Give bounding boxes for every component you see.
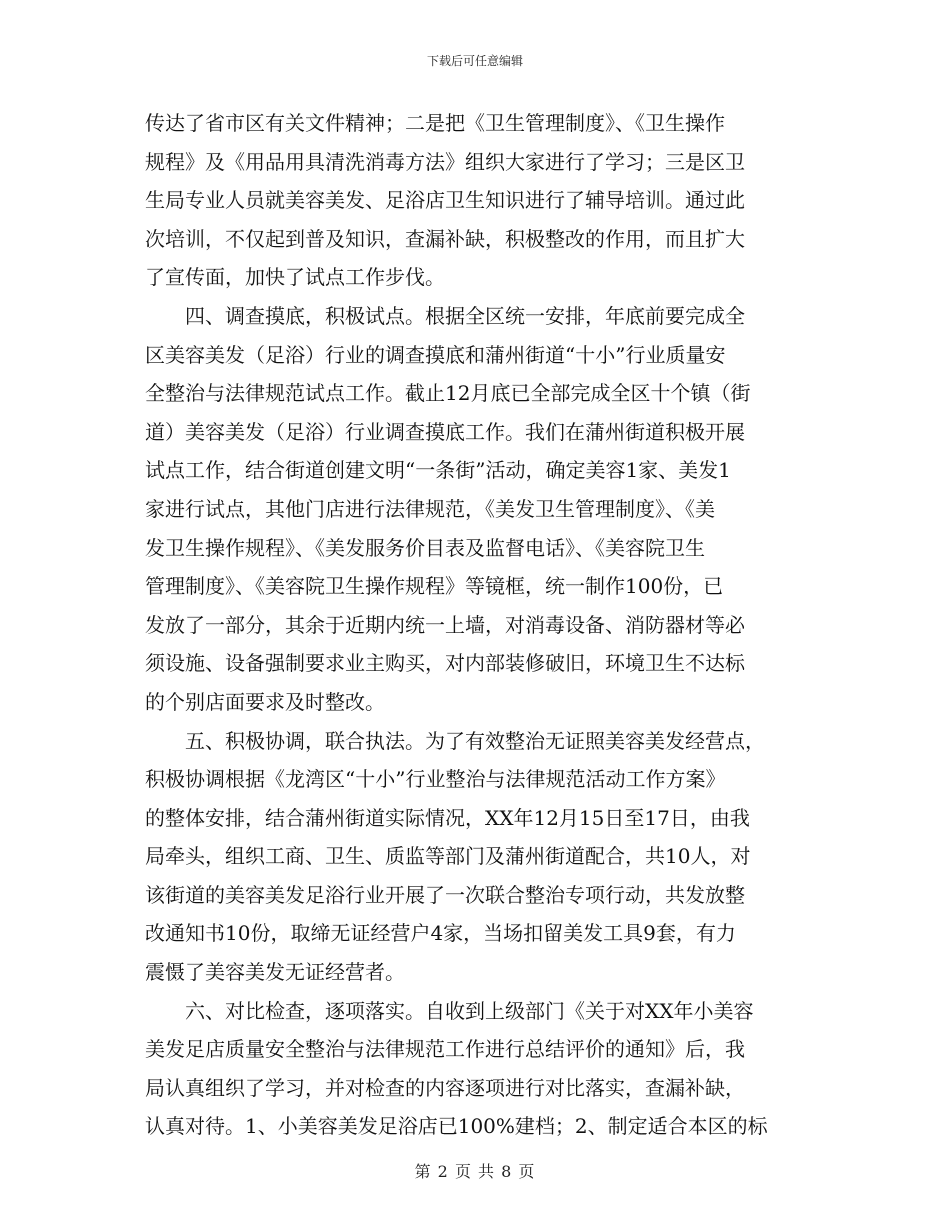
body-line: 次培训，不仅起到普及知识，查漏补缺，积极整改的作用，而且扩大 bbox=[145, 226, 745, 251]
paragraph-first-line: 五、积极协调，联合执法。为了有效整治无证照美容美发经营点， bbox=[185, 728, 765, 753]
document-body bbox=[145, 104, 825, 1146]
body-line: 发卫生操作规程》、《美发服务价目表及监督电话》、《美容院卫生 bbox=[145, 535, 705, 560]
body-line: 传达了省市区有关文件精神；二是把《卫生管理制度》、《卫生操作 bbox=[145, 111, 725, 135]
body-line: 规程》及《用品用具清洗消毒方法》组织大家进行了学习；三是区卫 bbox=[145, 149, 745, 174]
body-line: 该街道的美容美发足浴行业开展了一次联合整治专项行动，共发放整 bbox=[145, 882, 745, 907]
body-line: 生局专业人员就美容美发、足浴店卫生知识进行了辅导培训。通过此 bbox=[145, 188, 745, 213]
paragraph-first-line: 六、对比检查，逐项落实。自收到上级部门《关于对XX年小美容 bbox=[185, 998, 754, 1023]
body-line: 震慑了美容美发无证经营者。 bbox=[145, 960, 405, 985]
body-line: 管理制度》、《美容院卫生操作规程》等镜框，统一制作100份，已 bbox=[145, 574, 724, 599]
body-line: 美发足店质量安全整治与法律规范工作进行总结评价的通知》后，我 bbox=[145, 1037, 745, 1062]
body-line: 发放了一部分，其余于近期内统一上墙，对消毒设备、消防器材等必 bbox=[145, 612, 745, 637]
body-line: 局牵头，组织工商、卫生、质监等部门及蒲州街道配合，共10人，对 bbox=[145, 844, 751, 869]
page-number-footer: 第 2 页 共 8 页 bbox=[414, 1162, 536, 1181]
body-line: 须设施、设备强制要求业主购买，对内部装修破旧，环境卫生不达标 bbox=[145, 651, 745, 676]
body-line: 区美容美发（足浴）行业的调查摸底和蒲州街道“十小”行业质量安 bbox=[145, 342, 726, 367]
paragraph-first-line: 四、调查摸底，积极试点。根据全区统一安排，年底前要完成全 bbox=[185, 303, 745, 328]
body-line: 的整体安排，结合蒲州街道实际情况，XX年12月15日至17日，由我 bbox=[145, 805, 750, 830]
body-line: 改通知书10份，取缔无证经营户4家，当场扣留美发工具9套，有力 bbox=[145, 921, 736, 946]
page-header-note: 下载后可任意编辑 bbox=[426, 54, 523, 68]
body-line: 局认真组织了学习，并对检查的内容逐项进行对比落实，查漏补缺， bbox=[145, 1075, 745, 1100]
body-line: 认真对待。1、小美容美发足浴店已100%建档；2、制定适合本区的标 bbox=[145, 1114, 768, 1139]
body-line: 道）美容美发（足浴）行业调查摸底工作。我们在蒲州街道积极开展 bbox=[145, 419, 745, 444]
body-line: 的个别店面要求及时整改。 bbox=[145, 689, 385, 714]
body-line: 试点工作，结合街道创建文明“一条街”活动，确定美容1家、美发1 bbox=[145, 458, 731, 483]
body-line: 积极协调根据《龙湾区“十小”行业整治与法律规范活动工作方案》 bbox=[145, 767, 726, 792]
body-line: 全整治与法律规范试点工作。截止12月底已全部完成全区十个镇（街 bbox=[145, 381, 751, 406]
body-line: 家进行试点，其他门店进行法律规范，《美发卫生管理制度》、《美 bbox=[145, 496, 715, 521]
body-line: 了宣传面，加快了试点工作步伐。 bbox=[145, 265, 445, 290]
